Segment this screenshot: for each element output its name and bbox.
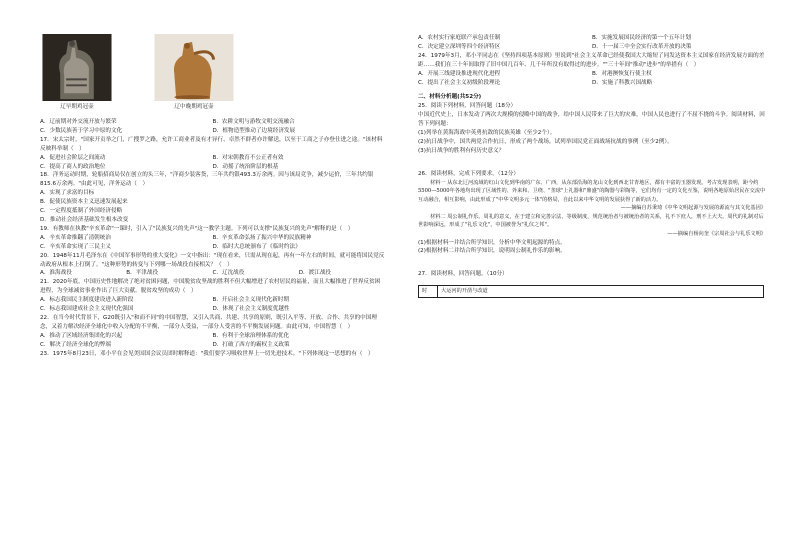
q26-asks (418, 239, 766, 257)
q26-source-1: ——摘编自苏秉琦《中华文明起源与发展的源流与其文化基因》 (620, 204, 766, 211)
early-cockscomb-pot-image (42, 34, 112, 101)
option: B．对港澳恢复行使主权 (592, 70, 652, 77)
option: C．辛亥革命实现了三民主义 (40, 243, 112, 250)
option: A．开展三线建设推进现代化进程 (418, 70, 501, 77)
q24-stem: 24．1979年3月，邓小平同志在《坚持四项基本原则》里说到"社会主义革命已经使我国大大缩短了同发达资本主义国家在经济发展方面的差距……我们在三十年间取得了旧中国几百年、几千年所没有取得过的进步。""三十年间"推动"进步"的举措有（ ） (418, 52, 765, 68)
q26-stem: 26．阅读材料，完成下列要求。（12分） (418, 170, 519, 177)
q18-options (40, 189, 385, 225)
q22-options (40, 332, 385, 350)
option: D．十一届三中全会实行改革开放的决策 (592, 43, 692, 50)
q25-material: 中国近代史上，日本发动了两次大规模的侵略中国的战争，给中国人民带来了巨大的灾难，中国人民也进行了不屈不挠的斗争。阅读材料，回答下列问题： (418, 112, 765, 128)
option: C．辽沈战役 (212, 270, 245, 277)
option: B．农耕文明与游牧文明交流融合 (212, 119, 295, 125)
q23-options (418, 34, 766, 52)
option: D．渡江战役 (298, 270, 332, 277)
option: B．开启社会主义现代化新时期 (212, 297, 290, 304)
q21-options (40, 296, 385, 314)
q20-options (40, 269, 385, 278)
option: D．实施了科教兴国战略 (592, 79, 653, 86)
option: B．实施发展国民经济的第一个五年计划 (592, 35, 691, 41)
left-image-caption: 辽早期鸡冠壶 (60, 104, 94, 111)
q27-stem: 27．阅读材料，回答问题。（10分） (418, 271, 508, 278)
option: A．促进社会阶层之间流动 (40, 154, 106, 161)
q26-material-1: 材料一 从东北辽河流域的红山文化到华南的广东、广西，从东部沿海的龙山文化到西北甘青地区，都有丰富的玉器发现。考古发现表明，距今约5500—5000年各地均出现了区域性的、外来和、卫绕、"垄球"上礼器和"鼎盛"的陶器与彩陶等，它们均有一定的文化互鉴，说明各地原始居民在交流中互动融合，相互影响，由此形成了"中华文明多元一体"的格局，自此以来中华文明的发展获得了新的活力。 (418, 179, 766, 203)
option: A．辽前期对外交流开放与繁荣 (40, 119, 117, 125)
ask: (1)根据材料一并结合所学知识，分析中华文明起源的特点。 (418, 239, 566, 246)
q17-options (40, 154, 385, 172)
option: C．提出了社会主义初级阶段理论 (418, 79, 501, 86)
right-column (418, 34, 766, 298)
option: C．解决了经济全球化的弊端 (40, 341, 112, 348)
option: D．推动社会经济基础发生根本改变 (40, 216, 129, 223)
option: B．对宋朝教育不公正者有效 (212, 154, 284, 161)
images-row (42, 34, 385, 112)
option: B．促使民族资本主义迅速发展起来 (40, 199, 128, 206)
q18-stem: 18．洋务运动时期，轮船招商局仅在创立的头三年，"洋商少装客货，三年共约银493.3万余两。因与该局竞争，减少运价，三年共约银815.6万余两。"由此可见，洋务运动（ ） (40, 172, 374, 188)
q25-asks (418, 129, 766, 156)
q24-options (418, 70, 766, 88)
option: A．淮海战役 (40, 270, 72, 277)
option: A．标志我国民主制度建设进入新阶段 (40, 297, 134, 304)
q25-stem: 25．阅读下列材料，回答问题（18分） (418, 103, 517, 110)
table-cell: 大运河的开凿与改道 (438, 286, 764, 298)
ask: (2)根据材料二并结合所学知识，说明周公制礼作乐的影响。 (418, 248, 566, 255)
option: D．体现了社会主义制度优越性 (212, 306, 290, 313)
option: D．打破了西方的霸权主义政策 (212, 341, 290, 348)
q26-source-2: ——摘编自杨向奎《宗周社会与礼乐文明》 (667, 230, 766, 237)
ask: (3)抗日战争的胜利有何历史意义？ (418, 147, 505, 154)
q22-stem: 22．在当今时代背景下，G20既引入"和而不同"的中国智慧，又引入共商、共建、共享的原则，既引入平等、开放、合作、共享的中国理念，又着力解决经济全球化中收入分配的不平衡，一部分人受益，一部分人受害的不平衡发展问题。由此可知，中国智慧（ ） (40, 314, 377, 330)
q16-options (40, 118, 385, 136)
option: A．实现了求富的目标 (40, 190, 95, 197)
q27-table (418, 285, 764, 298)
q21-stem: 21．2020年底，中国历史性地解决了绝对贫困问题，中国脱贫攻坚战的胜利不但大幅增进了农村居民的福祉，而且大幅推进了世界反贫困进程，为全球减贫事业作出了巨大贡献。脱贫攻坚的成功（ ） (40, 279, 381, 295)
option: A．农村实行家庭联产承包责任制 (418, 35, 501, 41)
q26-material-2: 材料二 周公制礼作乐。周礼的意义，在于建立和完善宗法、等级制度，规范统治者与被统治者的关系，礼不下庶人，刑不上大夫。周代的礼制对后世影响深远，形成了"礼乐文化"，中国被誉为"礼仪之邦"。 (418, 213, 764, 229)
option: B．有利于全球治理体系的优化 (212, 332, 290, 339)
option: C．提高了商人的政治地位 (40, 163, 106, 170)
q19-stem: 19．有教师在执教"辛亥革命"一课时，引入了"民族复兴的先声"这一教学主题。下列可以支撑"民族复兴的先声"解释的是（ ） (40, 225, 354, 232)
option: D．植物造型推动了边境经济发展 (212, 127, 296, 134)
option: A．辛亥革命推翻了清朝统治 (40, 234, 111, 241)
right-image-caption: 辽中晚期鸡冠壶 (174, 104, 214, 111)
figure-late-pot (154, 34, 234, 112)
q20-stem: 20．1948年11月毛泽东在《中国军事形势的重大变化》一文中指出："现在看来，只需从现在起，再有一年左右的时间，就可能将国民党反动政府从根本上打倒了。"这种形势的转变与下列哪一场战役直接相关？（ ） (40, 252, 385, 268)
q19-options (40, 234, 385, 252)
option: B．平津战役 (126, 270, 159, 277)
table-row (419, 286, 764, 298)
option: D．动摇了统治阶层的根基 (212, 163, 279, 170)
table-cell: 时 (419, 286, 438, 298)
option: C．决定建立深圳等四个经济特区 (418, 43, 501, 50)
option: C．少数民族善于学习中原的文化 (40, 127, 123, 134)
left-column (40, 34, 385, 358)
figure-early-pot (42, 34, 112, 112)
ask: (1)列举在黄海海战中英勇抗敌的民族英雄（至少2个）。 (418, 130, 556, 137)
option: C．一定程度抵制了外国经济侵略 (40, 208, 123, 215)
ask: (2)抗日战争中，国共两党合作抗日，形成了两个战场，试列举国民党正面战场抗战的事例（至少2例）。 (418, 138, 673, 145)
option: C．标志我国建成社会主义现代化强国 (40, 306, 134, 313)
option: A．推动了区域经济集团化的兴起 (40, 332, 123, 339)
late-cockscomb-pot-image (154, 34, 234, 101)
option: D．临时大总统颁布了《临时约法》 (212, 243, 301, 250)
section-title: 二、材料分析题(共52分) (418, 94, 482, 101)
q23-stem: 23．1975年8月23日，邓小平在会见美国国会议员团时解释道："我们要学习吸收世界上一切先进技术。"下列体现这一思想的有（ ） (40, 350, 374, 357)
option: B．辛亥革命弘扬了振兴中华的民族精神 (212, 234, 312, 241)
q17-stem: 17．宋太宗时，"国家开贡举之门，广搜罗之路，允许工商业者及有才异行、卓然不群者亦许解送，以至于工商之子亦登仕进之途。"该材料反映科举制（ ） (40, 136, 383, 152)
